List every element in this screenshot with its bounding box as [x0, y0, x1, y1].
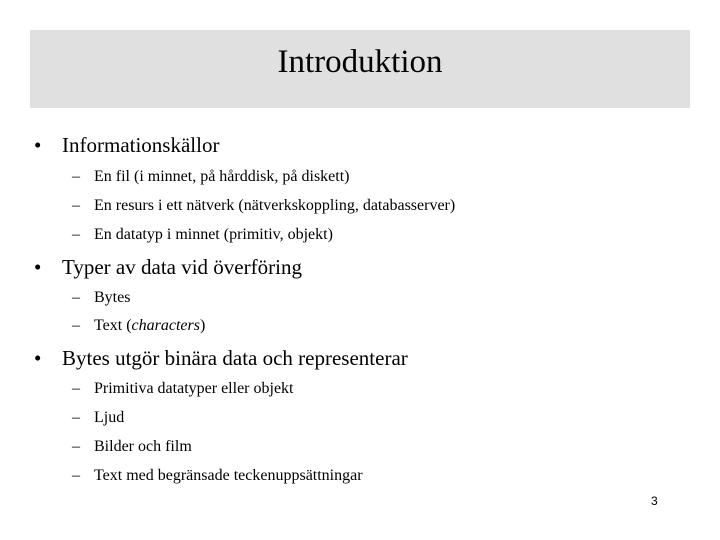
- dash-icon: –: [72, 409, 80, 426]
- dash-icon: –: [72, 197, 80, 214]
- subitem-ljud: [72, 408, 124, 428]
- subitem-text: En fil (i minnet, på hårddisk, på diskett): [94, 168, 350, 185]
- dash-icon: –: [72, 467, 80, 484]
- subitem-text-teckenuppsattningar: [72, 466, 363, 486]
- page-number: 3: [651, 494, 658, 508]
- subitem-text-characters: [72, 316, 205, 336]
- subitem-text: Bilder och film: [94, 438, 192, 455]
- dash-icon: –: [72, 438, 80, 455]
- bullet-text: Bytes utgör binära data och representerar: [62, 346, 408, 370]
- subitem-bytes: [72, 288, 130, 308]
- dash-icon: –: [72, 289, 80, 306]
- subitem-text-prefix: Text (: [94, 317, 132, 334]
- bullet-dot-icon: •: [34, 346, 42, 370]
- bullet-dot-icon: •: [34, 133, 42, 157]
- subitem-text-emphasis: characters: [131, 317, 200, 334]
- subitem-datatyp: [72, 225, 333, 245]
- subitem-text: En resurs i ett nätverk (nätverkskoppling, databasserver): [94, 197, 456, 214]
- dash-icon: –: [72, 317, 80, 334]
- dash-icon: –: [72, 168, 80, 185]
- title-banner: [30, 30, 690, 108]
- bullet-text: Typer av data vid överföring: [62, 255, 302, 279]
- subitem-text-suffix: ): [199, 317, 206, 334]
- bullet-text: Informationskällor: [62, 133, 220, 157]
- subitem-text: Ljud: [94, 409, 125, 426]
- subitem-resurs: [72, 196, 455, 216]
- subitem-text: Bytes: [94, 289, 131, 306]
- subitem-fil: [72, 167, 350, 187]
- subitem-text: Primitiva datatyper eller objekt: [94, 380, 294, 397]
- bullet-bytes-utgor: [34, 345, 408, 371]
- bullet-dot-icon: •: [34, 255, 42, 279]
- subitem-text: Text med begränsade teckenuppsättningar: [94, 467, 363, 484]
- dash-icon: –: [72, 226, 80, 243]
- dash-icon: –: [72, 380, 80, 397]
- subitem-bilder: [72, 437, 192, 457]
- subitem-text: En datatyp i minnet (primitiv, objekt): [94, 226, 333, 243]
- slide-title: Introduktion: [277, 44, 443, 80]
- bullet-typer-av-data: [34, 254, 302, 280]
- subitem-primitiva: [72, 379, 294, 399]
- bullet-informationskallor: [34, 132, 219, 158]
